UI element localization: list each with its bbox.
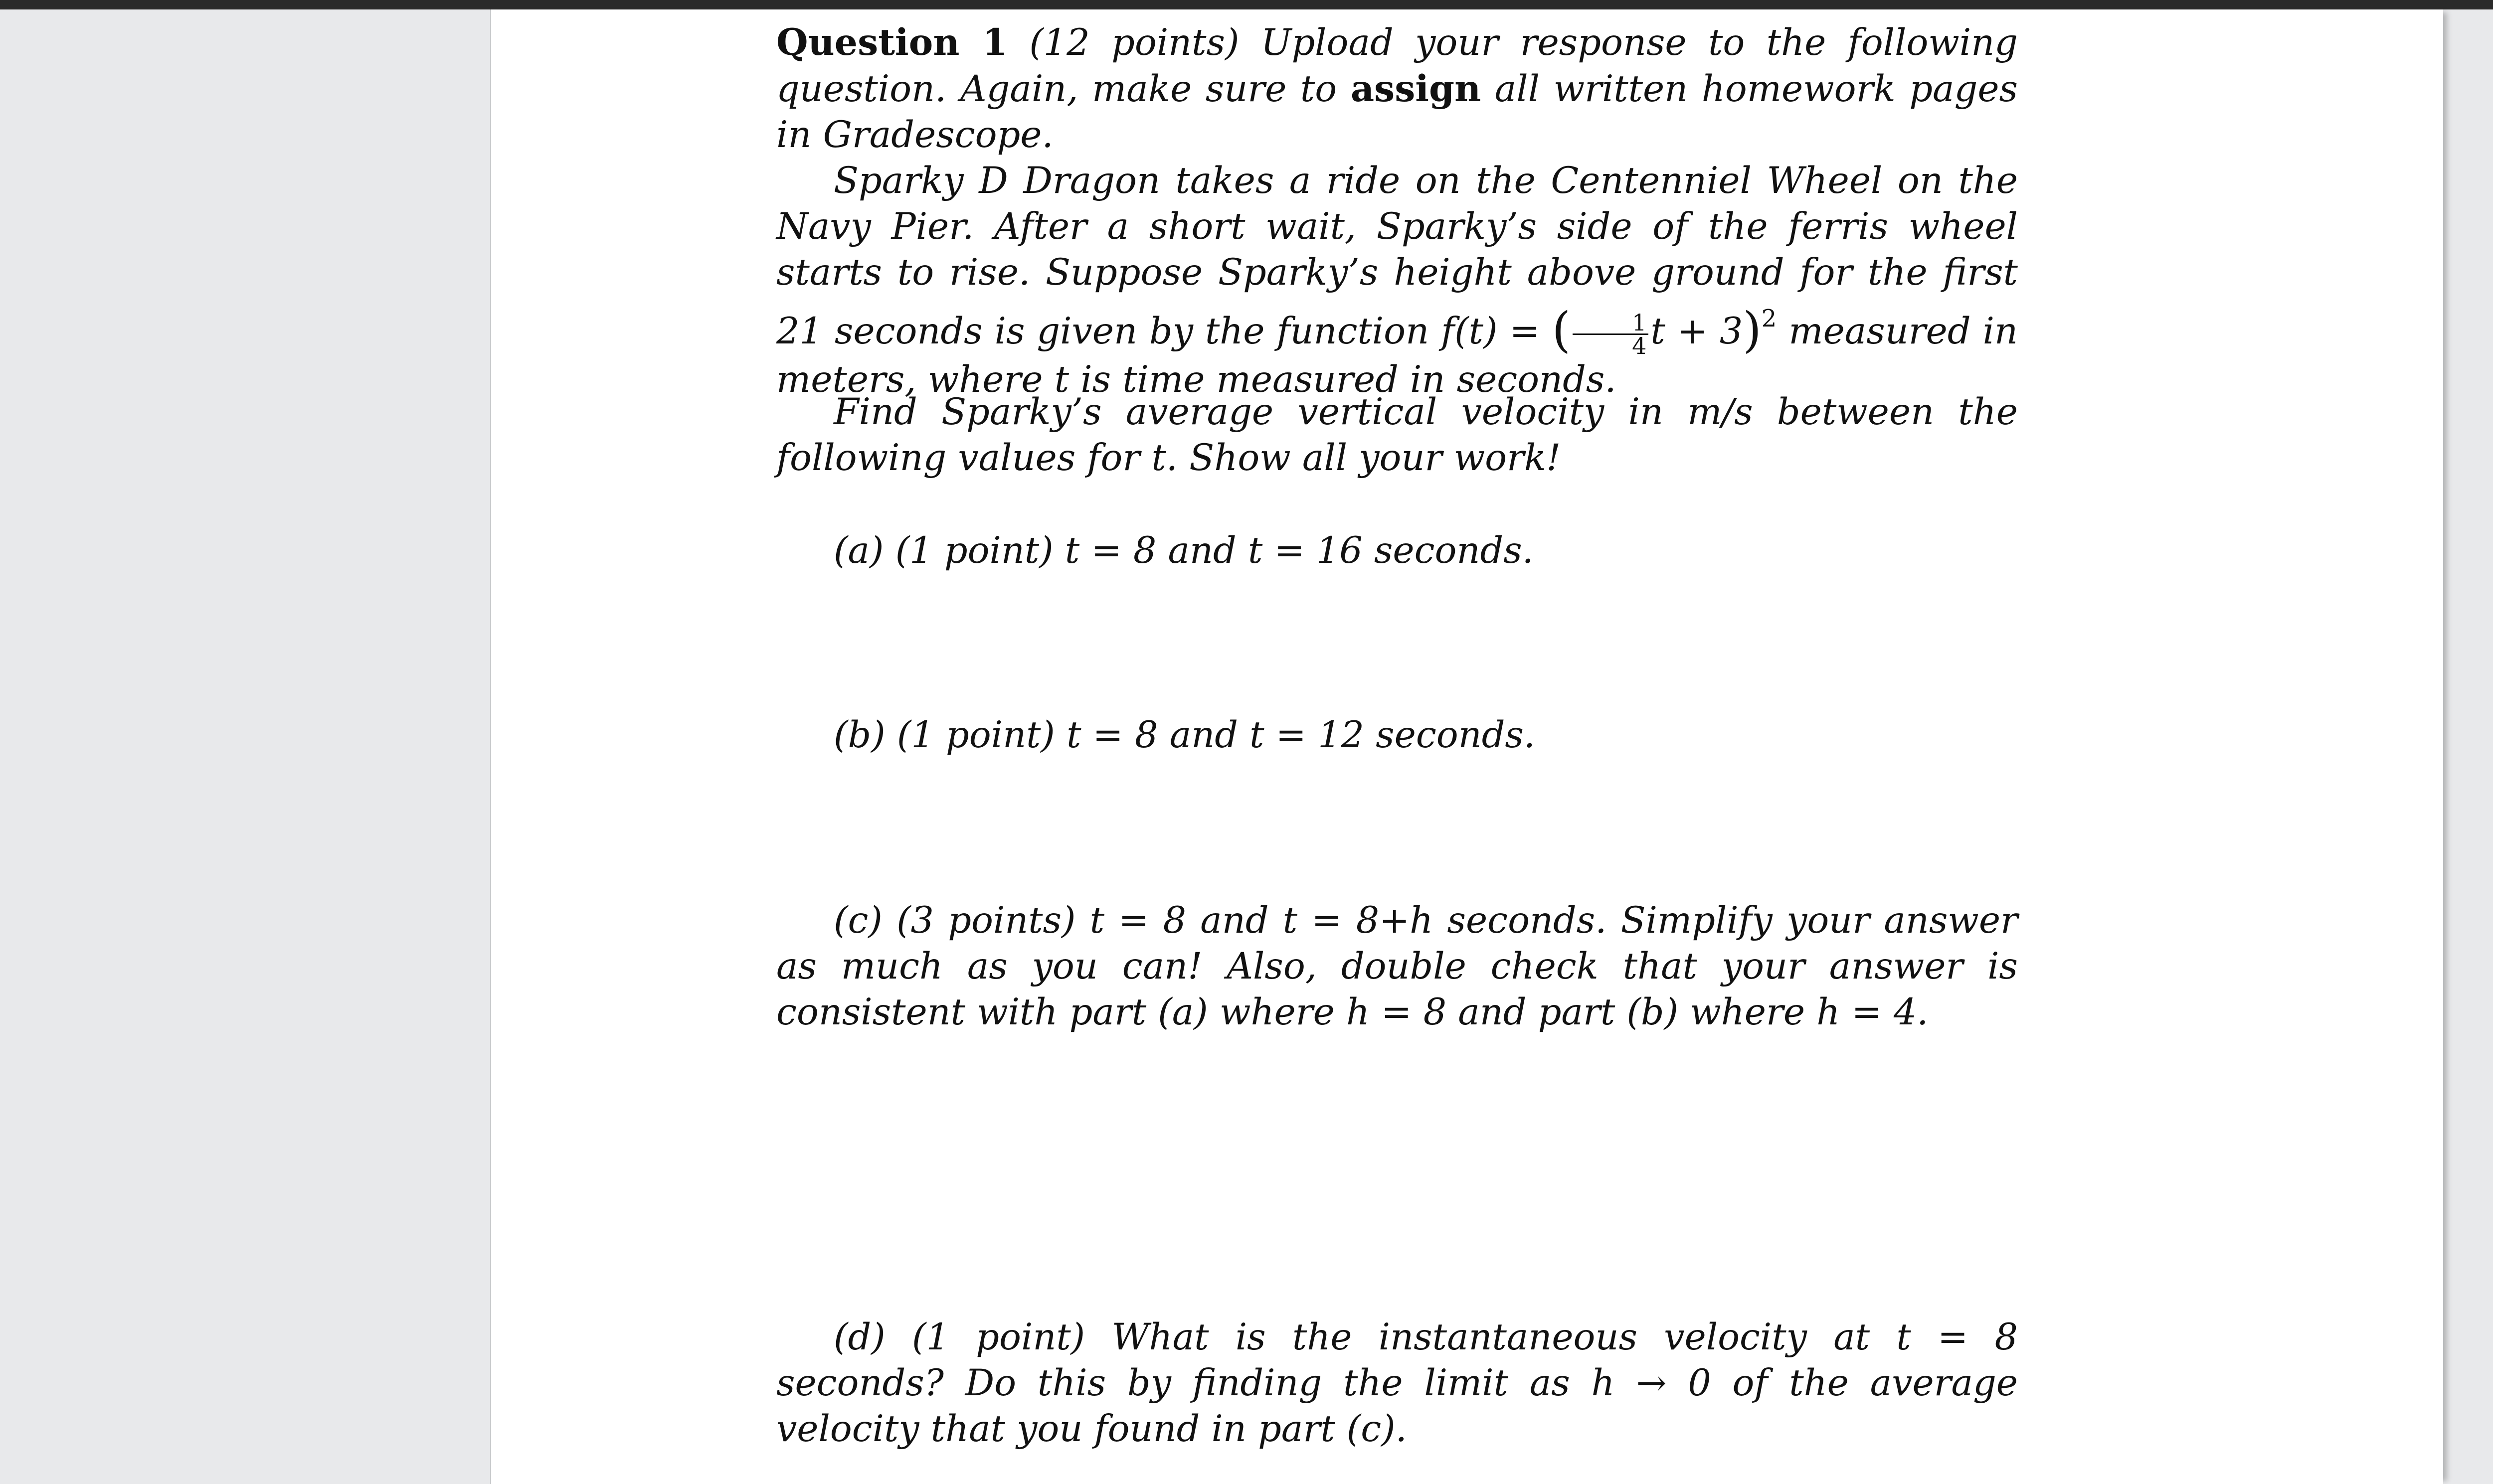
question-intro-text-1: Upload your response to the following question. Again, make sure to — [776, 21, 2018, 110]
function-definition: f(t) = ( $\frac{1}{4}$ t + 3)$^2$ — [1441, 302, 1777, 359]
function-fraction — [1573, 309, 1648, 359]
part-b — [776, 712, 2018, 758]
part-label: (b) — [834, 714, 886, 756]
assign-emphasis: assign — [1350, 67, 1481, 110]
part-text: t = 8 and t = 12 seconds. — [1067, 714, 1536, 756]
part-label: (a) — [834, 529, 884, 572]
part-points: (1 point) — [895, 529, 1054, 572]
function-exponent: 2 — [1761, 305, 1777, 332]
document-page — [490, 9, 2443, 1484]
part-text: What is the instantaneous velocity at t = 8 seconds? Do this by finding the limit as h → 0 of the average velocity that you found in part (c). — [776, 1316, 2018, 1450]
problem-text: Sparky D Dragon takes a ride on the Centenniel Wheel on the Navy Pier. After a short wait, Sparky’s side of the ferris wheel starts to rise. Suppose Sparky’s height above ground for the first 21 seconds is given by the function — [776, 160, 2018, 352]
part-text: t = 8 and t = 16 seconds. — [1065, 529, 1534, 572]
part-points: (1 point) — [912, 1316, 1085, 1358]
part-d — [776, 1315, 2018, 1452]
part-text: t = 8 and t = 8+h seconds. Simplify your answer as much as you can! Also, double check that your answer is consistent with part (a) where h = 8 and part (b) where h = 4. — [776, 899, 2018, 1033]
question-heading: Question 1 — [776, 21, 1008, 64]
problem-statement — [776, 158, 2018, 403]
fraction-numerator: 1 — [1573, 312, 1648, 335]
part-label: (c) — [834, 899, 883, 942]
part-label: (d) — [834, 1316, 886, 1358]
part-points: (1 point) — [896, 714, 1055, 756]
question-points: (12 points) — [1029, 21, 1240, 64]
question-intro-text-2: all written homework pages in Gradescope. — [776, 68, 2018, 156]
fraction-denominator: 4 — [1632, 332, 1647, 359]
function-lhs: f(t) = — [1441, 310, 1552, 352]
question-intro — [776, 19, 2018, 158]
instructions: Find Sparky’s average vertical velocity in m/s between the following values for t. Show all your work! — [776, 391, 2018, 479]
part-a — [776, 528, 2018, 574]
problem-tail: measured in meters, where t is time measured in seconds. — [776, 310, 2018, 401]
part-points: (3 points) — [896, 899, 1076, 942]
top-toolbar-bar — [0, 0, 2493, 9]
part-c — [776, 898, 2018, 1035]
function-inner: t + 3 — [1650, 310, 1743, 352]
